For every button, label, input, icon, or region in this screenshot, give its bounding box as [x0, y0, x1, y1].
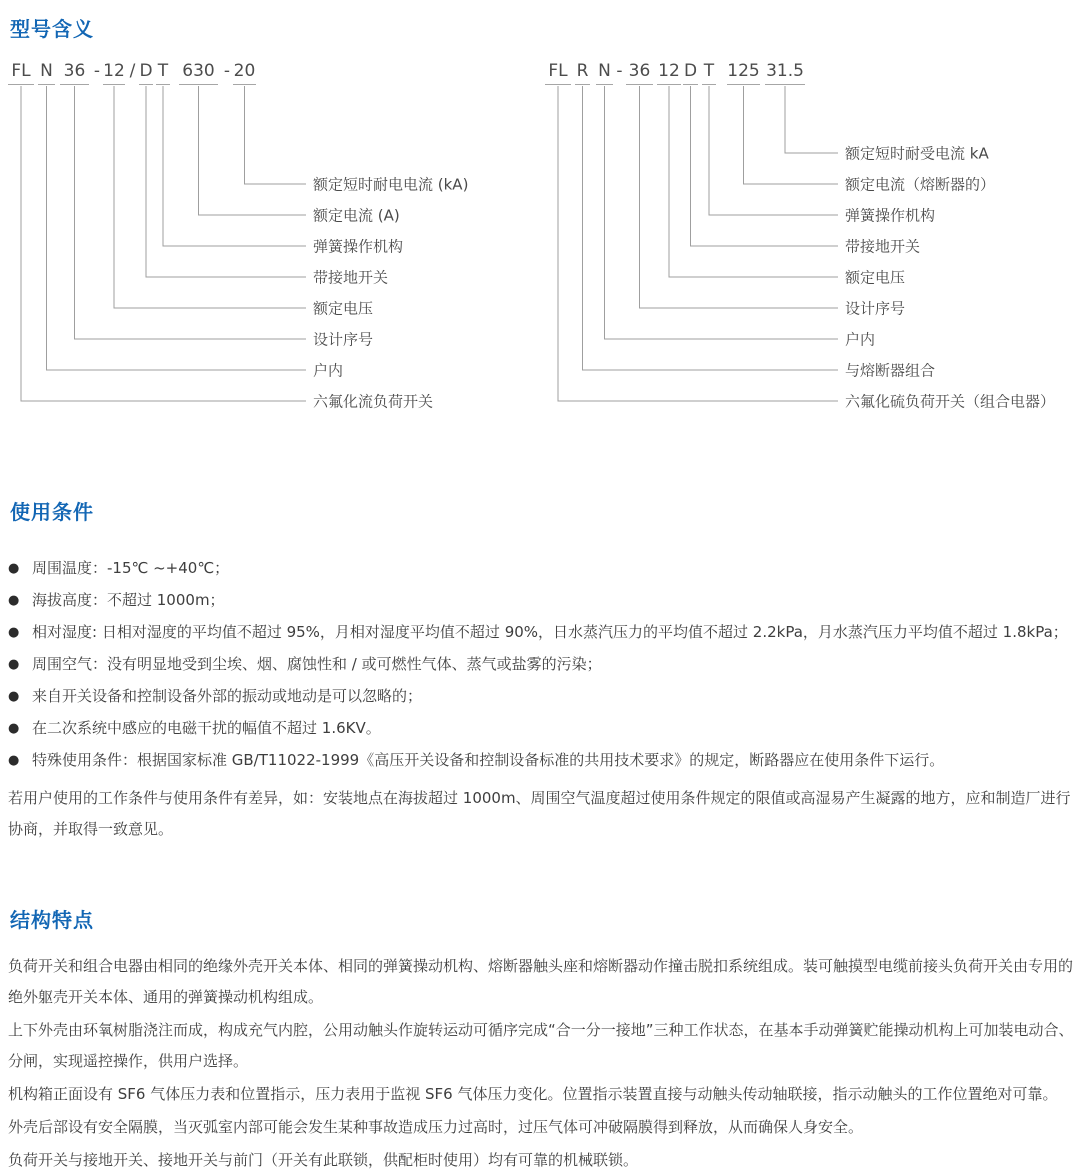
- structure-feature-paragraph: 机构箱正面设有 SF6 气体压力表和位置指示，压力表用于监视 SF6 气体压力变化。位置指示装置直接与动触头传动轴联接，指示动触头的工作位置绝对可靠。: [8, 1085, 1058, 1103]
- model-part-label: 设计序号: [845, 299, 906, 318]
- bullet-icon: ●: [8, 689, 20, 704]
- usage-condition-text: 周围温度：-15℃ ~+40℃；: [32, 559, 230, 577]
- bullet-icon: ●: [8, 753, 20, 768]
- usage-condition-text: 海拔高度：不超过 1000m；: [32, 591, 225, 609]
- model-connector-line: [558, 86, 838, 401]
- model-code-part: R: [575, 62, 590, 85]
- model-connector-line: [163, 86, 306, 246]
- model-part-label: 额定短时耐电电流 (kA): [313, 175, 469, 194]
- usage-conditions-section: [8, 488, 1082, 845]
- model-part-label: 额定电流 (A): [313, 206, 400, 225]
- usage-condition-item: [8, 623, 1082, 641]
- model-connector-line: [114, 86, 306, 308]
- bullet-icon: ●: [8, 657, 20, 672]
- model-code-part: FL: [8, 62, 34, 85]
- model-connector-line: [199, 86, 307, 215]
- usage-condition-text: 特殊使用条件：根据国家标准 GB/T11022-1999《高压开关设备和控制设备标准的共用技术要求》的规定，断路器应在使用条件下运行。: [32, 751, 945, 769]
- model-part-label: 弹簧操作机构: [845, 206, 936, 225]
- model-code-part: 12: [103, 62, 125, 85]
- model-part-label: 带接地开关: [845, 237, 921, 256]
- model-connector-line: [75, 86, 307, 339]
- model-part-label: 六氟化硫负荷开关（组合电器）: [845, 392, 1056, 411]
- model-code-part: 630: [179, 62, 218, 85]
- model-code-separator: -: [616, 61, 623, 81]
- model-connector-line: [669, 86, 838, 277]
- section-title-structure-features: 结构特点: [10, 908, 94, 932]
- usage-condition-item: [8, 591, 1082, 609]
- model-connector-line: [47, 86, 307, 370]
- model-part-label: 额定短时耐受电流 kA: [845, 144, 989, 163]
- model-part-label: 户内: [845, 330, 876, 349]
- model-code-part: N: [38, 62, 55, 85]
- usage-condition-text: 在二次系统中感应的电磁干扰的幅值不超过 1.6KV。: [32, 719, 381, 737]
- model-connector-line: [691, 86, 839, 246]
- usage-condition-text: 周围空气：没有明显地受到尘埃、烟、腐蚀性和 / 或可燃性气体、蒸气或盐雾的污染；: [32, 655, 602, 673]
- bullet-icon: ●: [8, 625, 20, 640]
- structure-features-section: [8, 896, 1082, 1169]
- usage-condition-text: 相对湿度: 日相对湿度的平均值不超过 95%，月相对湿度平均值不超过 90%，日水蒸汽压力的平均值不超过 2.2kPa，月水蒸汽压力平均值不超过 1.8kPa；: [32, 623, 1068, 641]
- model-code-separator: -: [93, 61, 101, 81]
- model-part-label: 额定电压: [313, 299, 374, 318]
- model-code-separator: /: [129, 61, 136, 81]
- model-part-label: 带接地开关: [313, 268, 389, 287]
- usage-condition-item: [8, 719, 1082, 737]
- section-title-usage-conditions: 使用条件: [10, 500, 94, 524]
- model-connector-line: [785, 86, 838, 153]
- model-code-part: 20: [233, 62, 256, 85]
- structure-feature-paragraph: 外壳后部设有安全隔膜，当灭弧室内部可能会发生某种事故造成压力过高时，过压气体可冲破隔膜得到释放，从而确保人身安全。: [8, 1118, 864, 1136]
- model-code-part: 36: [626, 62, 653, 85]
- model-code-part: T: [702, 62, 716, 85]
- model-part-label: 额定电压: [845, 268, 906, 287]
- model-code-part: D: [139, 62, 153, 85]
- bullet-icon: ●: [8, 593, 20, 608]
- model-connector-line: [245, 86, 307, 184]
- structure-feature-paragraph: 负荷开关与接地开关、接地开关与前门（开关有此联锁，供配柜时使用）均有可靠的机械联锁。: [8, 1151, 639, 1169]
- usage-condition-item: [8, 655, 1082, 673]
- model-code-part: FL: [545, 62, 571, 85]
- model-part-label: 户内: [313, 361, 344, 380]
- model-part-label: 额定电流（熔断器的）: [845, 175, 996, 194]
- model-code-part: 36: [60, 62, 89, 85]
- model-code-part: 12: [657, 62, 681, 85]
- bullet-icon: ●: [8, 721, 20, 736]
- usage-condition-item: [8, 687, 1082, 705]
- model-code-separator: -: [223, 61, 231, 81]
- model-code-part: 31.5: [765, 62, 805, 85]
- model-meaning-section: [0, 0, 1090, 450]
- model-part-label: 与熔断器组合: [845, 361, 936, 380]
- section-title-model-meaning: 型号含义: [10, 17, 94, 41]
- model-connector-line: [146, 86, 306, 277]
- model-part-label: 六氟化流负荷开关: [313, 392, 434, 411]
- model-code-part: N: [596, 62, 613, 85]
- model-part-label: 设计序号: [313, 330, 374, 349]
- usage-condition-item: [8, 751, 1082, 769]
- bullet-icon: ●: [8, 561, 20, 576]
- model-code-part: 125: [727, 62, 760, 85]
- model-connector-line: [709, 86, 838, 215]
- structure-feature-paragraph: 上下外壳由环氧树脂浇注而成，构成充气内腔，公用动触头作旋转运动可循序完成“合一分一接地”三种工作状态，在基本手动弹簧贮能操动机构上可加装电动合、分闸，实现遥控操作，供用户选择。: [8, 1021, 1074, 1070]
- model-connector-line: [583, 86, 839, 370]
- usage-conditions-note: 若用户使用的工作条件与使用条件有差异，如：安装地点在海拔超过 1000m、周围空气温度超过使用条件规定的限值或高湿易产生凝露的地方，应和制造厂进行协商，并取得一致意见。: [8, 789, 1071, 838]
- usage-condition-item: [8, 559, 1082, 577]
- structure-feature-paragraph: 负荷开关和组合电器由相同的绝缘外壳开关本体、相同的弹簧操动机构、熔断器触头座和熔断器动作撞击脱扣系统组成。装可触摸型电缆前接头负荷开关由专用的绝外躯壳开关本体、通用的弹簧操动机构组成。: [8, 957, 1074, 1006]
- model-code-part: D: [683, 62, 698, 85]
- model-code-part: T: [156, 62, 170, 85]
- usage-condition-text: 来自开关设备和控制设备外部的振动或地动是可以忽略的；: [32, 687, 423, 705]
- model-connector-line: [744, 86, 839, 184]
- structure-feature-paragraphs: [8, 951, 1082, 1169]
- model-part-label: 弹簧操作机构: [313, 237, 404, 256]
- usage-conditions-list: [8, 559, 1082, 769]
